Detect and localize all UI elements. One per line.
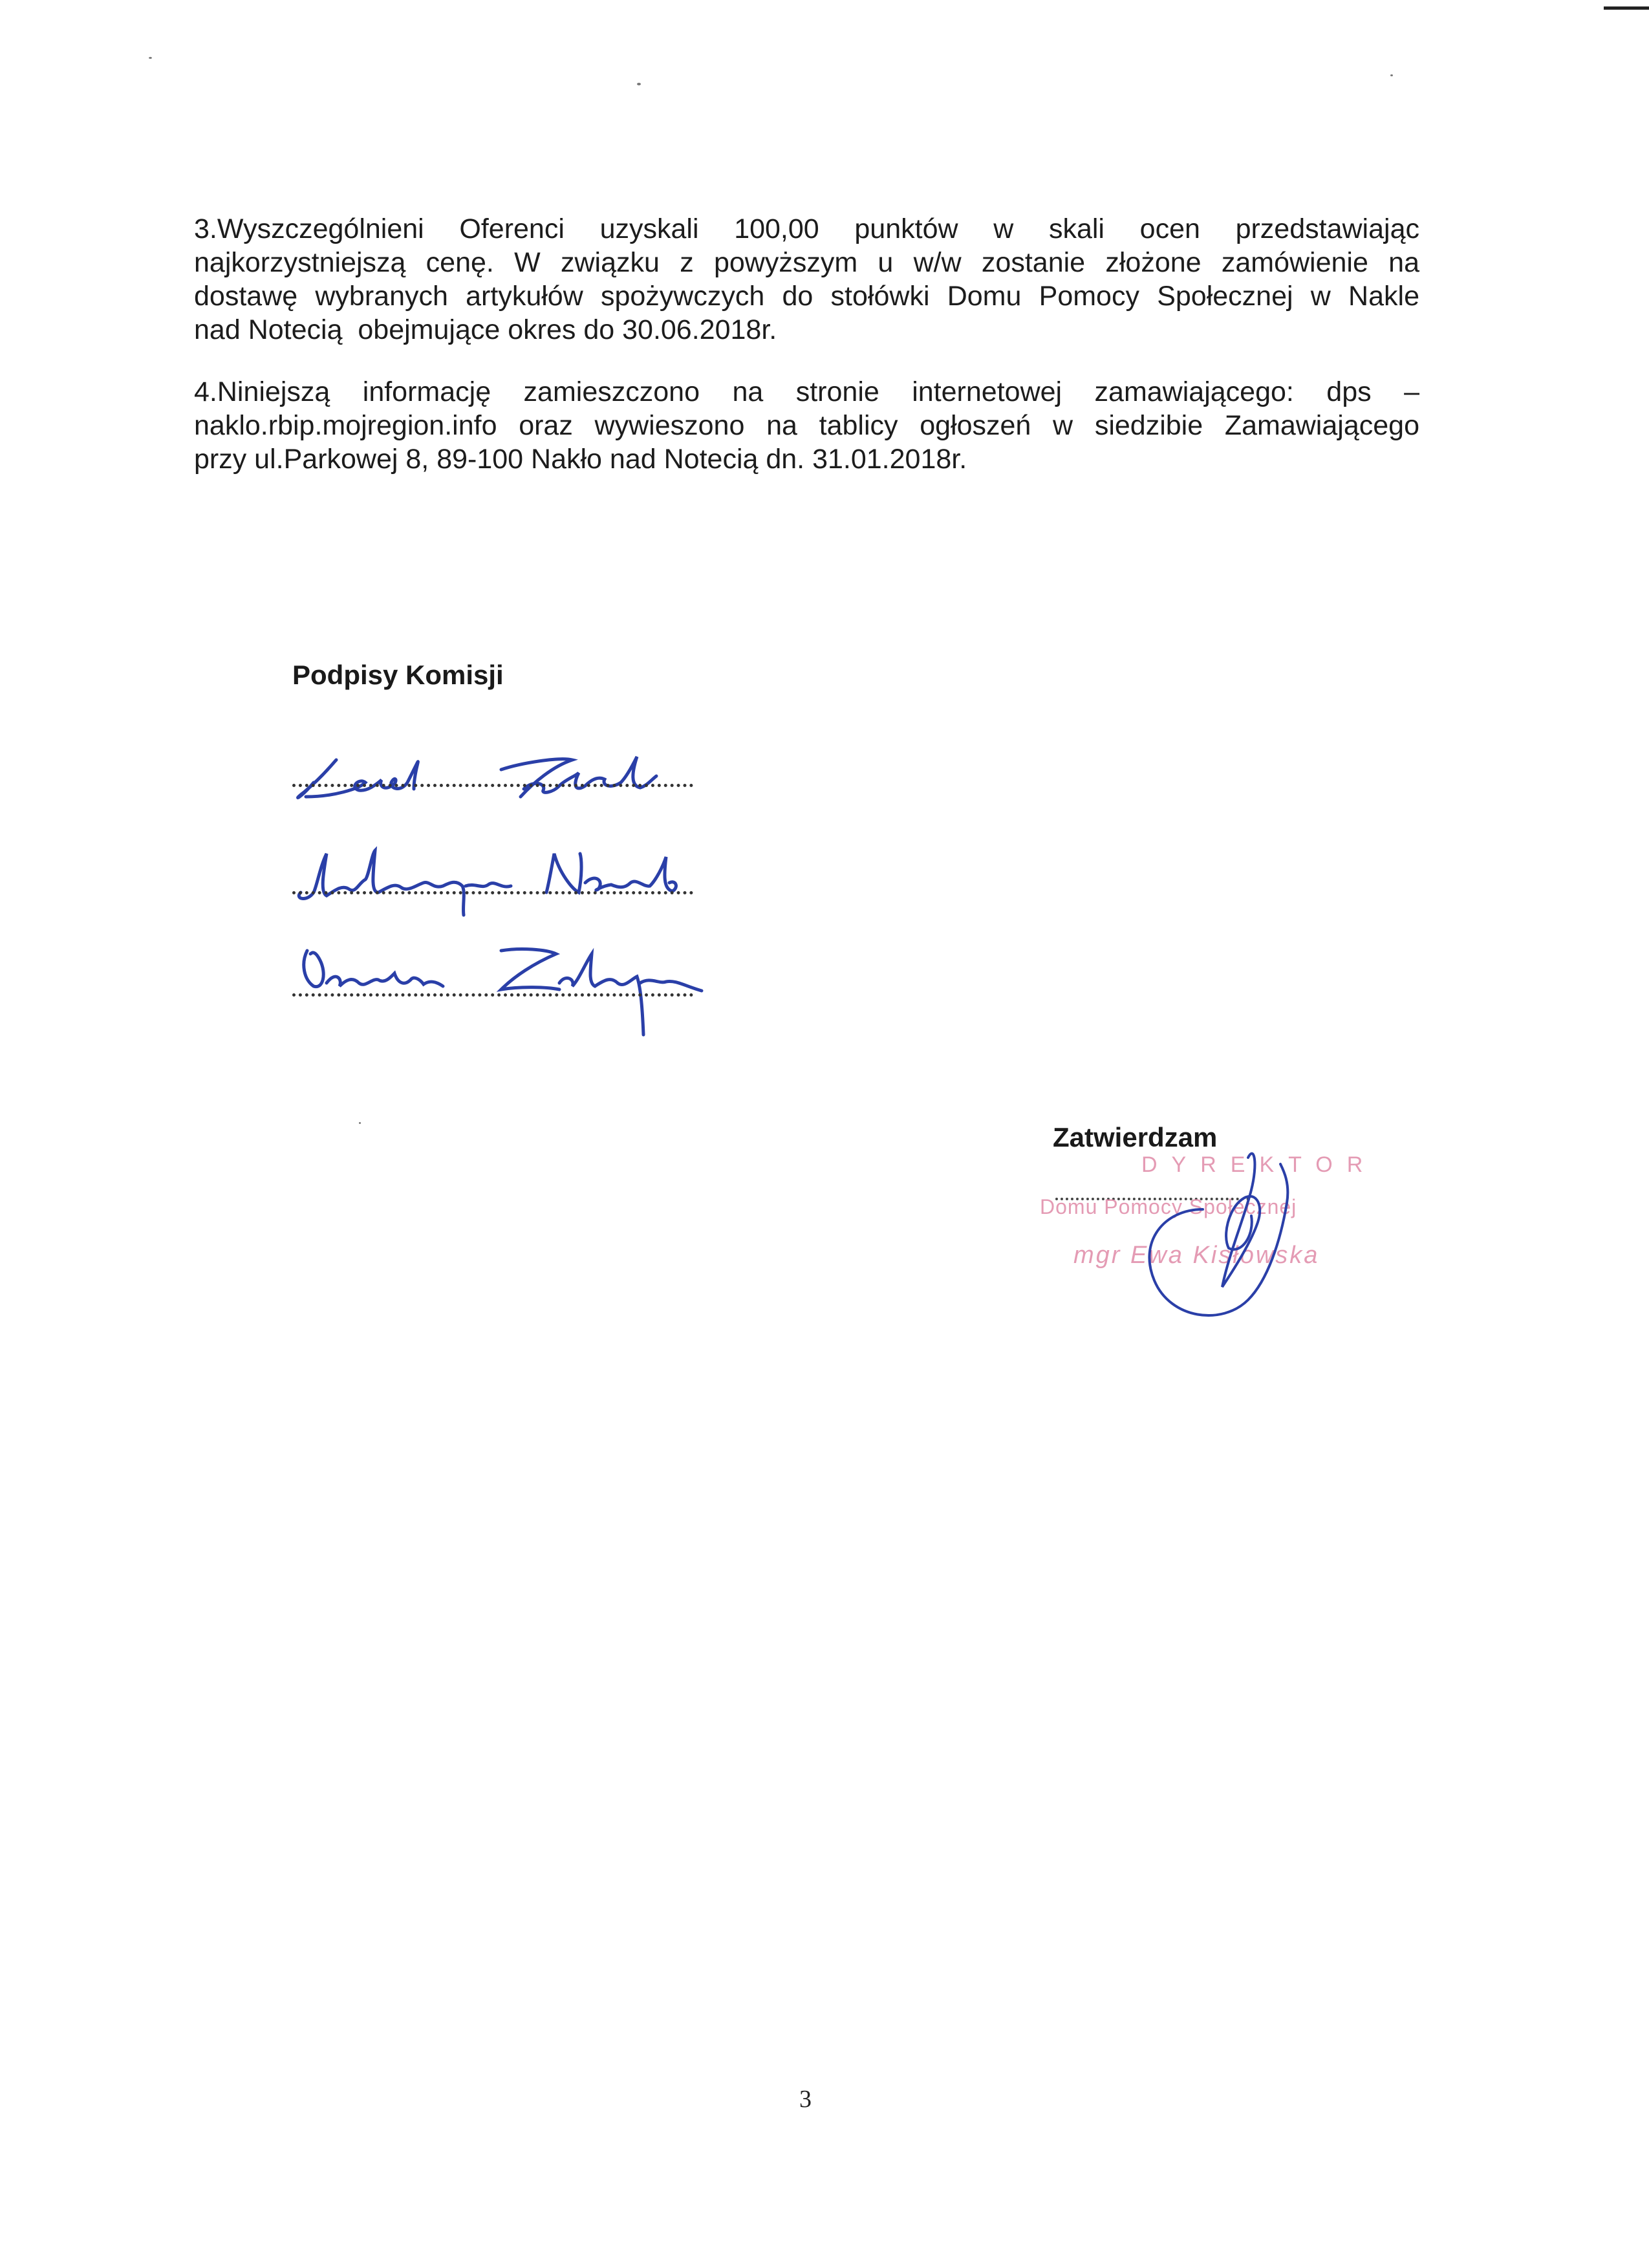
- paragraph-3-line: najkorzystniejszą cenę. W związku z powyższym u w/w zostanie złożone zamówienie na: [194, 247, 1419, 278]
- handwritten-signature-3: [288, 925, 715, 1041]
- paragraph-3: [194, 212, 1419, 347]
- signature-line-1: [292, 784, 693, 787]
- scan-speck: [149, 57, 152, 59]
- scan-edge-mark: [1604, 6, 1649, 10]
- paragraph-4-line: przy ul.Parkowej 8, 89-100 Nakło nad Notecią dn. 31.01.2018r.: [194, 444, 967, 475]
- signature-line-2: [292, 891, 693, 894]
- handwritten-signature-2: [288, 828, 702, 918]
- page-number: 3: [799, 2086, 812, 2113]
- stamp-title: DYREKTOR: [1141, 1152, 1377, 1177]
- paragraph-4: [194, 375, 1419, 476]
- paragraph-3-line: 3.Wyszczególnieni Oferenci uzyskali 100,00 punktów w skali ocen przedstawiając: [194, 213, 1419, 244]
- stamp-organization: Domu Pomocy Społecznej: [1040, 1195, 1297, 1218]
- scan-speck: [637, 83, 641, 85]
- signatures-heading: Podpisy Komisji: [292, 660, 504, 690]
- stamp-name: mgr Ewa Kisłowska: [1073, 1242, 1320, 1269]
- scan-speck: [359, 1122, 361, 1124]
- paragraph-4-line: 4.Niniejszą informację zamieszczono na stronie internetowej zamawiającego: dps –: [194, 376, 1419, 407]
- paragraph-3-line: nad Notecią obejmujące okres do 30.06.2018r.: [194, 314, 777, 345]
- paragraph-4-line: naklo.rbip.mojregion.info oraz wywieszono na tablicy ogłoszeń w siedzibie Zamawiającego: [194, 410, 1419, 441]
- scan-speck: [1390, 74, 1393, 76]
- approval-label: Zatwierdzam: [1053, 1122, 1218, 1152]
- director-signature: [1035, 1138, 1397, 1345]
- handwritten-signature-1: [288, 737, 702, 808]
- paragraph-3-line: dostawę wybranych artykułów spożywczych do stołówki Domu Pomocy Społecznej w Nakle: [194, 281, 1419, 312]
- signature-line-3: [292, 993, 693, 997]
